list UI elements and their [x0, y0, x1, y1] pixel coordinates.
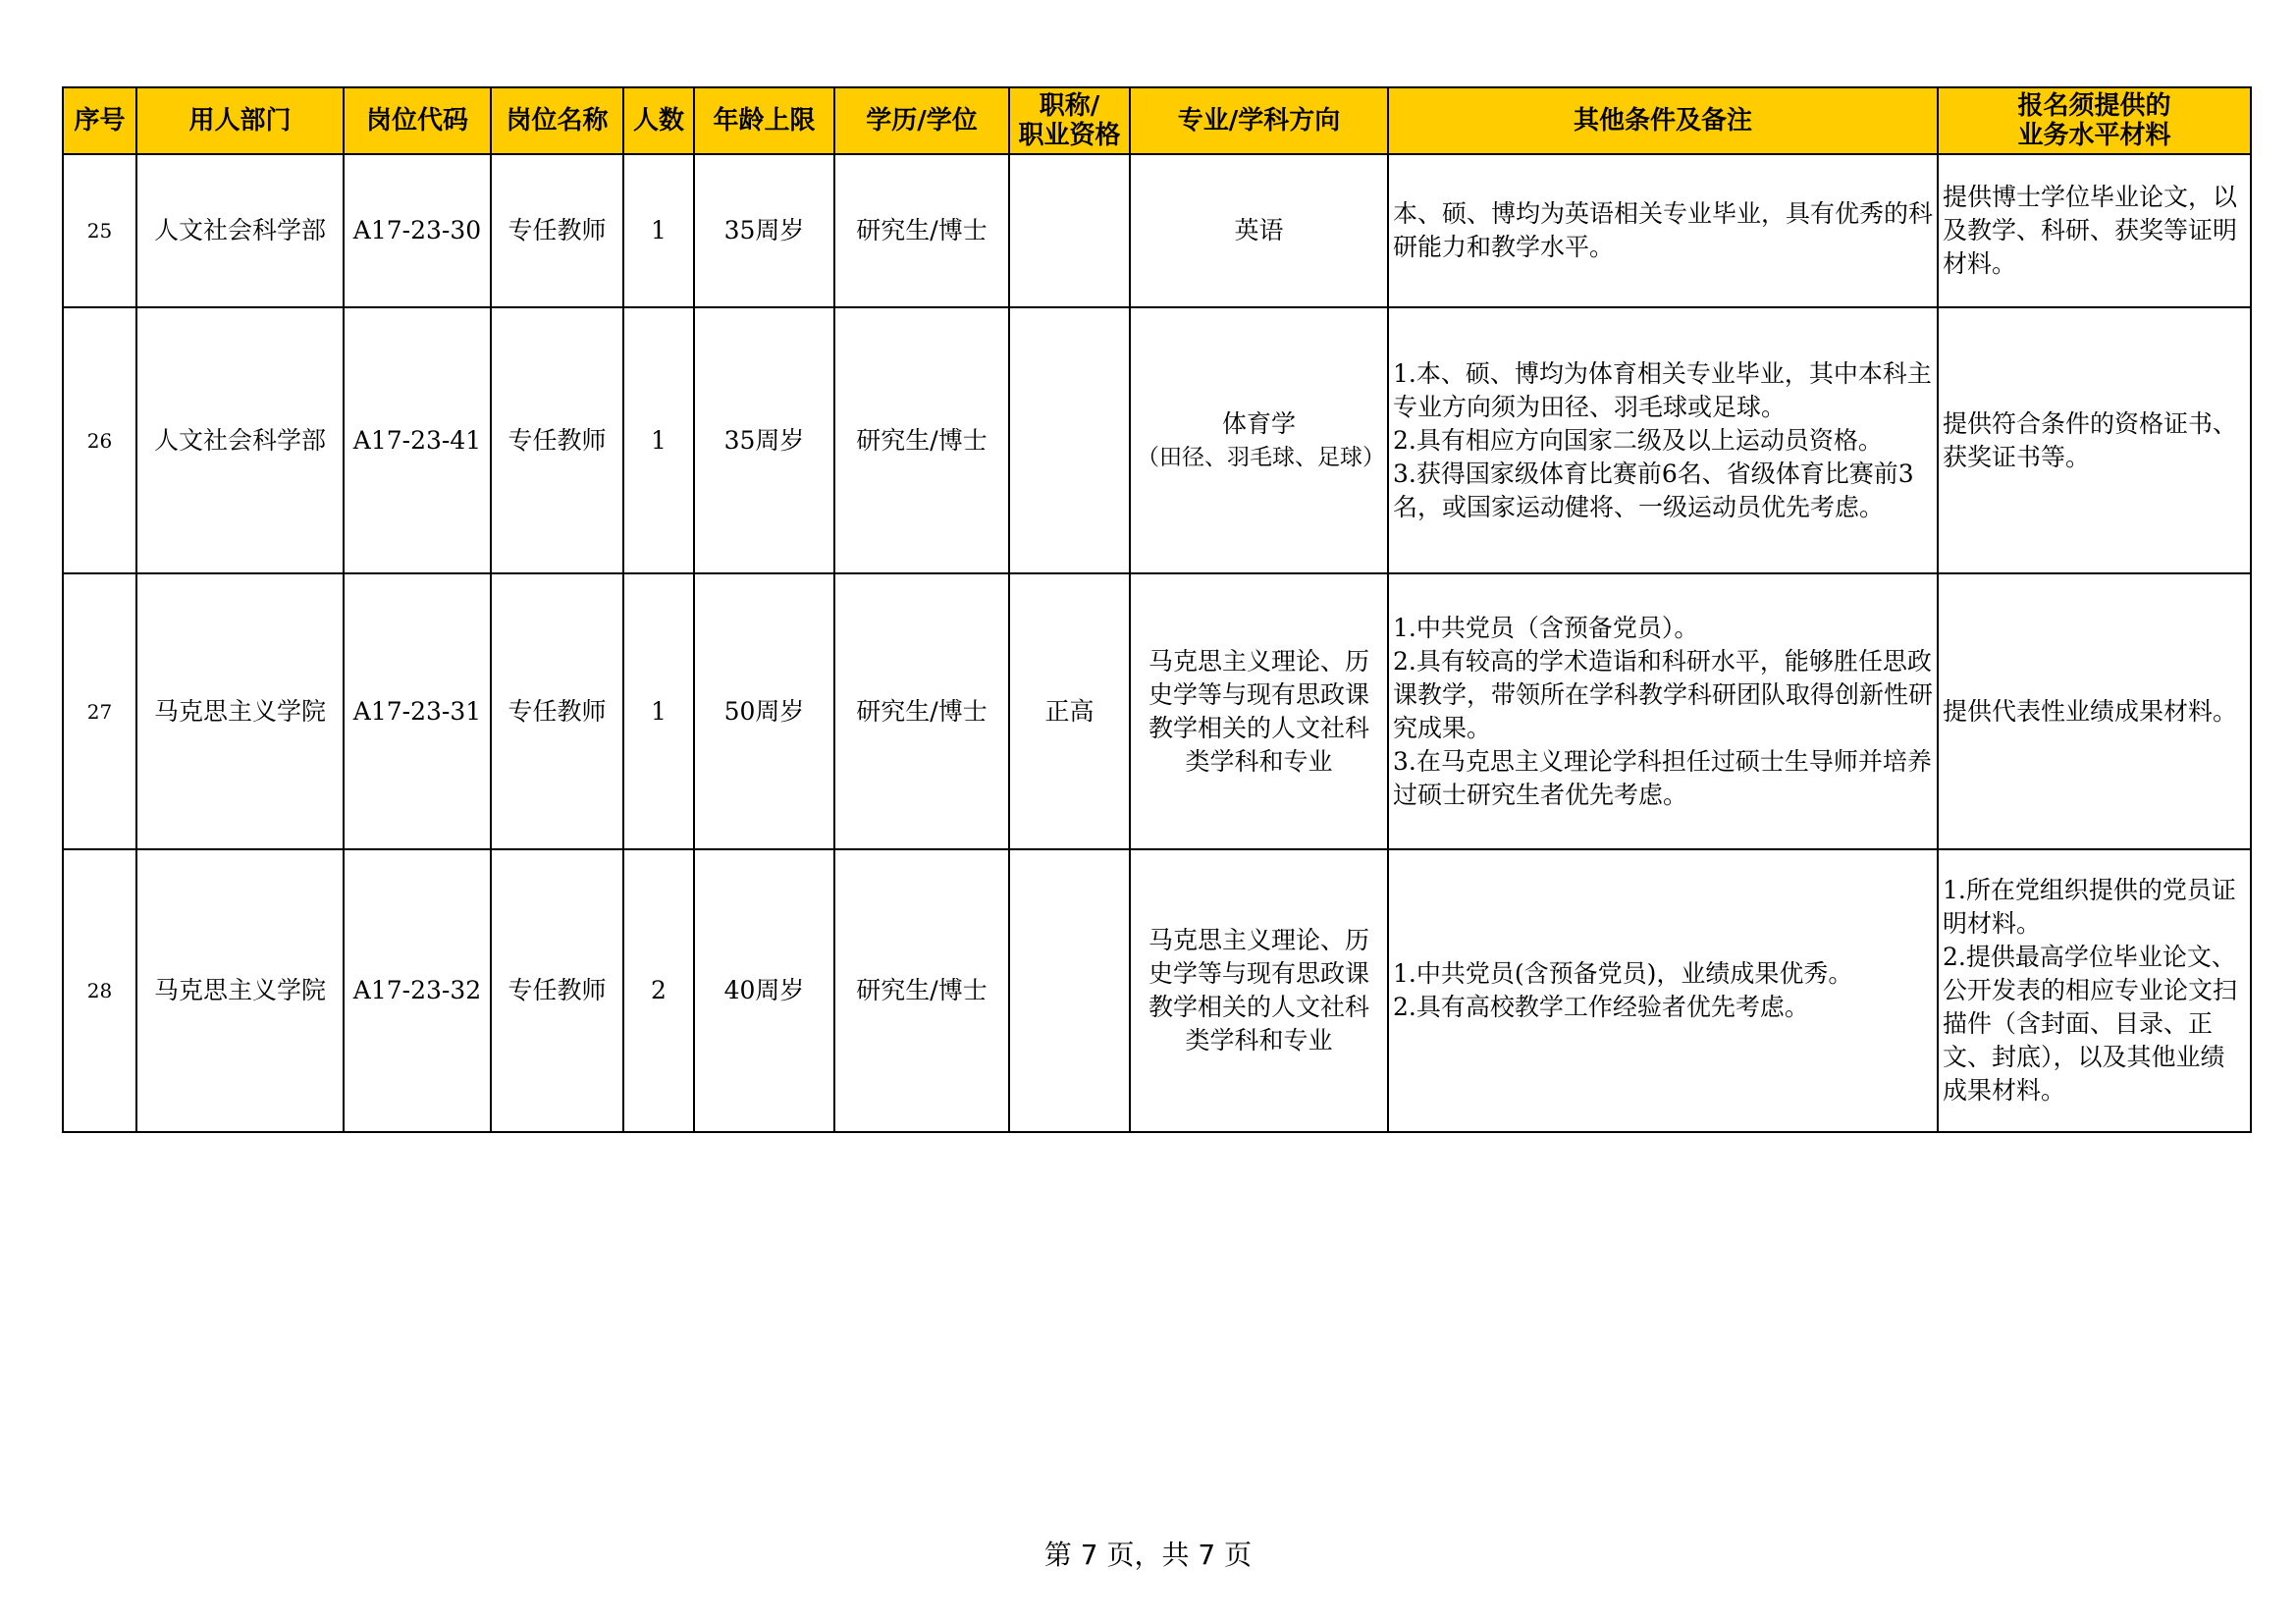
- header-notes: 其他条件及备注: [1388, 87, 1938, 154]
- cell-code: A17-23-31: [344, 573, 491, 849]
- materials-line: 1.所在党组织提供的党员证明材料。: [1943, 876, 2236, 938]
- header-title-line1: 职称/: [1039, 91, 1100, 121]
- cell-major-sub: （田径、羽毛球、足球）: [1137, 444, 1385, 470]
- header-age: 年龄上限: [694, 87, 834, 154]
- cell-count: 2: [623, 849, 694, 1132]
- cell-major: [1130, 307, 1388, 573]
- cell-notes: [1388, 307, 1938, 573]
- cell-notes: [1388, 154, 1938, 307]
- cell-edu: 研究生/博士: [834, 307, 1009, 573]
- cell-dept: 人文社会科学部: [136, 307, 344, 573]
- cell-major: [1130, 154, 1388, 307]
- cell-count: 1: [623, 154, 694, 307]
- header-materials: [1938, 87, 2251, 154]
- notes-line: 3.获得国家级体育比赛前6名、省级体育比赛前3名，或国家运动健将、一级运动员优先考虑。: [1393, 459, 1914, 521]
- cell-count: 1: [623, 307, 694, 573]
- header-seq: 序号: [63, 87, 136, 154]
- header-title: [1009, 87, 1130, 154]
- materials-line: 提供代表性业绩成果材料。: [1943, 696, 2238, 726]
- cell-position: 专任教师: [491, 849, 623, 1132]
- notes-line: 3.在马克思主义理论学科担任过硕士生导师并培养过硕士研究生者优先考虑。: [1393, 746, 1932, 809]
- page-footer: 第 7 页，共 7 页: [1043, 1539, 1253, 1571]
- notes-line: 1.中共党员(含预备党员)，业绩成果优秀。: [1393, 959, 1853, 988]
- cell-age: 40周岁: [694, 849, 834, 1132]
- header-materials-line1: 报名须提供的: [2017, 91, 2171, 121]
- cell-code: A17-23-32: [344, 849, 491, 1132]
- header-major: 专业/学科方向: [1130, 87, 1388, 154]
- notes-line: 2.具有高校教学工作经验者优先考虑。: [1393, 993, 1809, 1021]
- cell-edu: 研究生/博士: [834, 573, 1009, 849]
- cell-notes: [1388, 849, 1938, 1132]
- cell-edu: 研究生/博士: [834, 849, 1009, 1132]
- cell-position: 专任教师: [491, 154, 623, 307]
- cell-code: A17-23-30: [344, 154, 491, 307]
- notes-line: 2.具有相应方向国家二级及以上运动员资格。: [1393, 425, 1883, 455]
- materials-line: 2.提供最高学位毕业论文、公开发表的相应专业论文扫描件（含封面、目录、正文、封底），以及其他业绩成果材料。: [1943, 943, 2238, 1105]
- cell-count: 1: [623, 573, 694, 849]
- table-row: [63, 573, 2251, 849]
- materials-line: 提供博士学位毕业论文，以及教学、科研、获奖等证明材料。: [1943, 183, 2238, 278]
- header-position: 岗位名称: [491, 87, 623, 154]
- cell-edu: 研究生/博士: [834, 154, 1009, 307]
- cell-seq: 28: [63, 849, 136, 1132]
- table-header-row: [63, 87, 2251, 154]
- notes-line: 本、硕、博均为英语相关专业毕业，具有优秀的科研能力和教学水平。: [1393, 199, 1934, 261]
- cell-age: 35周岁: [694, 154, 834, 307]
- cell-notes: [1388, 573, 1938, 849]
- cell-major: [1130, 573, 1388, 849]
- notes-line: 1.中共党员（含预备党员）。: [1393, 613, 1699, 642]
- cell-major-main: 马克思主义理论、历史学等与现有思政课教学相关的人文社科类学科和专业: [1148, 926, 1369, 1055]
- table-row: [63, 307, 2251, 573]
- header-materials-line2: 业务水平材料: [2017, 121, 2171, 150]
- cell-dept: 人文社会科学部: [136, 154, 344, 307]
- recruitment-table: [62, 86, 2252, 1133]
- cell-age: 35周岁: [694, 307, 834, 573]
- cell-position: 专任教师: [491, 573, 623, 849]
- cell-seq: 26: [63, 307, 136, 573]
- cell-major-main: 英语: [1234, 216, 1284, 244]
- cell-title: [1009, 154, 1130, 307]
- header-count: 人数: [623, 87, 694, 154]
- header-dept: 用人部门: [136, 87, 344, 154]
- cell-title: 正高: [1009, 573, 1130, 849]
- cell-major-main: 体育学: [1221, 408, 1296, 438]
- cell-materials: [1938, 307, 2251, 573]
- table-row: [63, 849, 2251, 1132]
- cell-title: [1009, 307, 1130, 573]
- cell-major: [1130, 849, 1388, 1132]
- cell-seq: 25: [63, 154, 136, 307]
- cell-title: [1009, 849, 1130, 1132]
- cell-position: 专任教师: [491, 307, 623, 573]
- cell-code: A17-23-41: [344, 307, 491, 573]
- notes-line: 1.本、硕、博均为体育相关专业毕业，其中本科主专业方向须为田径、羽毛球或足球。: [1393, 358, 1932, 421]
- table-row: [63, 154, 2251, 307]
- cell-seq: 27: [63, 573, 136, 849]
- cell-dept: 马克思主义学院: [136, 573, 344, 849]
- cell-age: 50周岁: [694, 573, 834, 849]
- header-code: 岗位代码: [344, 87, 491, 154]
- header-title-line2: 职业资格: [1018, 121, 1121, 150]
- notes-line: 2.具有较高的学术造诣和科研水平，能够胜任思政课教学，带领所在学科教学科研团队取得创新性研究成果。: [1393, 646, 1934, 742]
- cell-materials: [1938, 849, 2251, 1132]
- header-edu: 学历/学位: [834, 87, 1009, 154]
- cell-materials: [1938, 154, 2251, 307]
- cell-major-main: 马克思主义理论、历史学等与现有思政课教学相关的人文社科类学科和专业: [1148, 646, 1369, 776]
- cell-materials: [1938, 573, 2251, 849]
- cell-dept: 马克思主义学院: [136, 849, 344, 1132]
- materials-line: 提供符合条件的资格证书、获奖证书等。: [1943, 408, 2238, 471]
